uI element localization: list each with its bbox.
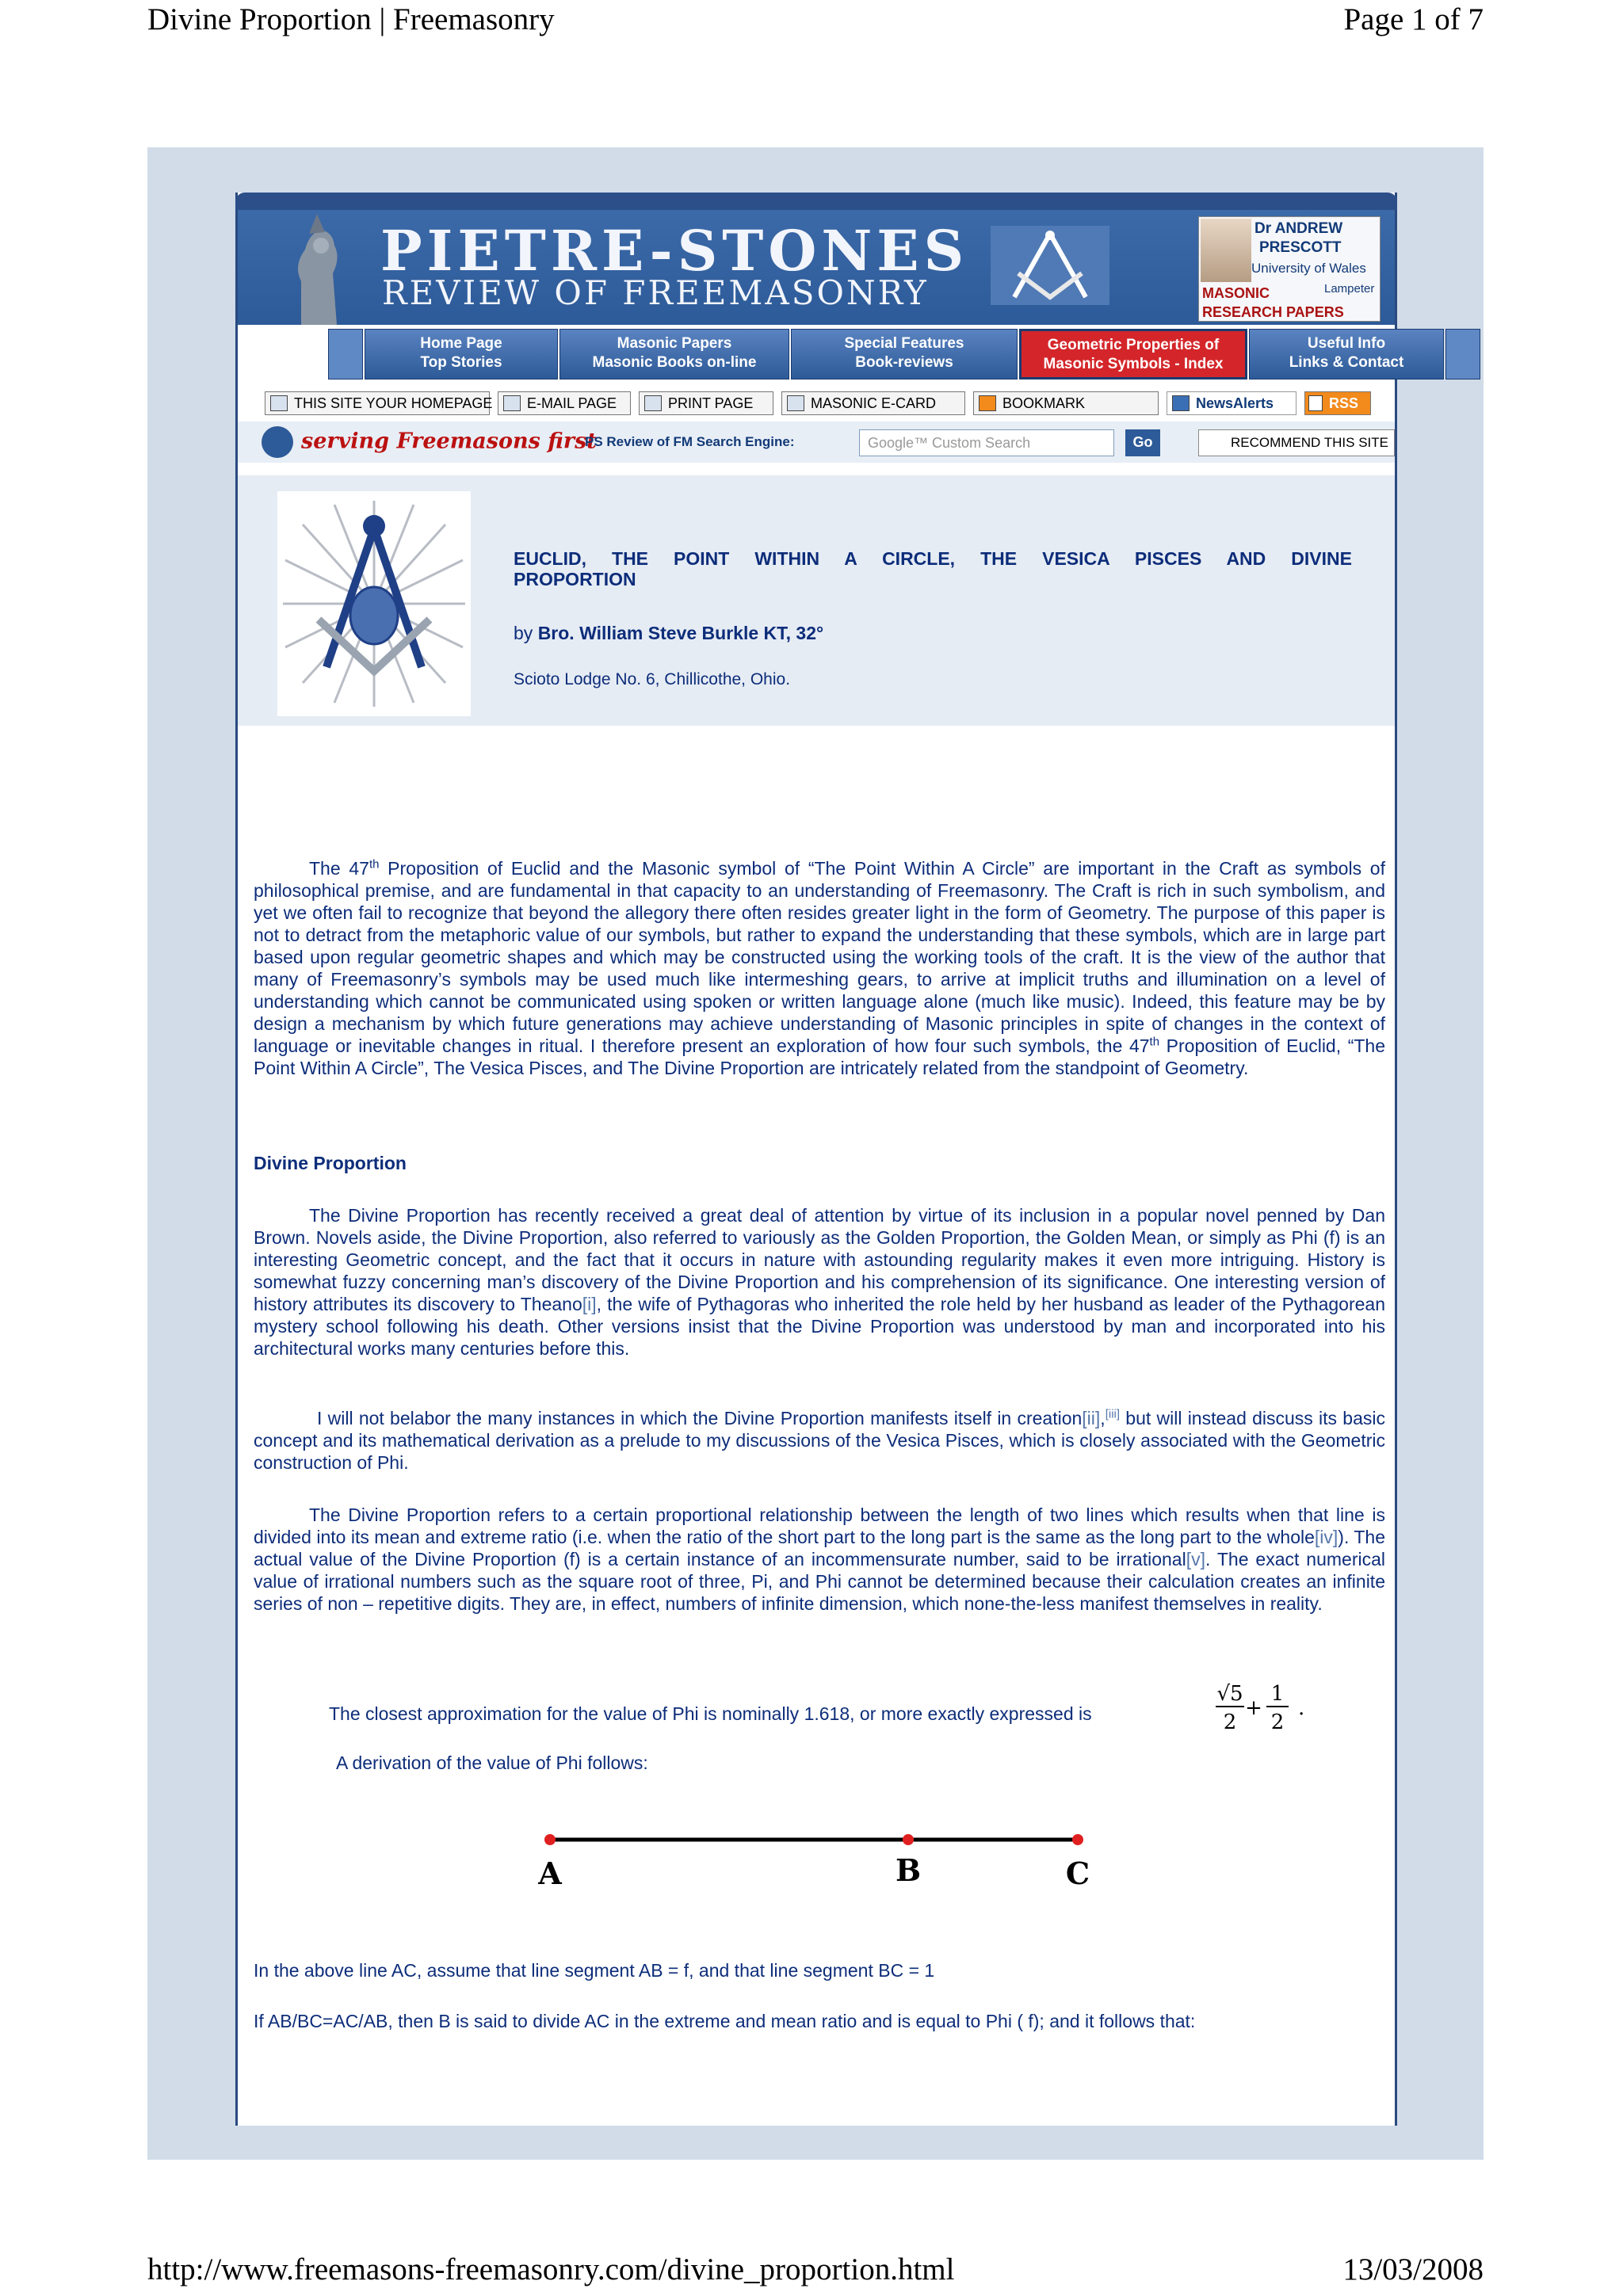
- print-footer: [147, 2252, 1484, 2296]
- prescott-line6: RESEARCH PAPERS: [1202, 304, 1344, 320]
- nav-left-knight-icon: [328, 329, 363, 379]
- article-lodge: Scioto Lodge No. 6, Chillicothe, Ohio.: [514, 670, 791, 688]
- phi-formula: [1212, 1678, 1308, 1733]
- nav-home-line1: Home Page: [420, 335, 502, 352]
- nav-home-line2: Top Stories: [420, 354, 502, 371]
- newsalerts-label: NewsAlerts: [1196, 395, 1274, 411]
- footnote-link-iii[interactable]: [iii]: [1105, 1407, 1121, 1421]
- prescott-line5: MASONIC: [1202, 285, 1270, 301]
- printer-icon: [644, 395, 662, 411]
- homepage-label: THIS SITE YOUR HOMEPAGE: [294, 395, 493, 411]
- nav-info-line2: Links & Contact: [1289, 354, 1404, 371]
- formula-den1: 2: [1223, 1711, 1237, 1733]
- nav-papers-line2: Masonic Books on-line: [592, 354, 757, 371]
- p4-b: ). The actual value of the Divine Proportion (f) is a certain instance of an incommensurate number, said to be irrational: [254, 1527, 1385, 1569]
- prescott-line3: University of Wales: [1251, 261, 1366, 276]
- nav-home[interactable]: [365, 329, 558, 379]
- footnote-link-i[interactable]: [i]: [582, 1294, 597, 1314]
- rss-icon: [1308, 395, 1323, 411]
- formula-plus: +: [1245, 1696, 1262, 1720]
- envelope-icon: [503, 395, 521, 411]
- nav-masonic-papers[interactable]: [559, 329, 789, 379]
- prescott-line2: PRESCOTT: [1259, 239, 1342, 256]
- p3-a: I will not belabor the many instances in which the Divine Proportion manifests itself in creation: [317, 1408, 1083, 1428]
- p2-a: The Divine Proportion has recently received a great deal of attention by virtue of its inclusion in a popular novel penned by Dan Brown. Novels aside, the Divine Proportion, also referred to variously as the Golden Proportion, the Golden Mean, or simply as Phi (f) is an interesting Geometric concept, and the fact that it occurs in nature with astounding regularity makes it even more intriguing. History is somewhat fuzzy concerning man’s discovery of the Divine Proportion and his comprehension of its significance. One interesting version of history attributes its discovery to Theano: [254, 1205, 1385, 1314]
- formula-num2: 1: [1270, 1682, 1285, 1706]
- p1-c: Proposition of Euclid, “The Point Within A Circle”, The Vesica Pisces, and The Divine Proportion are intricately related from the standpoint of Geometry.: [254, 1035, 1385, 1078]
- p3-b: but will instead discuss its basic concept and its mathematical derivation as a prelude to my discussions of the Vesica Pisces, which is closely associated with the Geometric construction of Phi.: [254, 1408, 1385, 1473]
- print-url: http://www.freemasons-freemasonry.com/divine_proportion.html: [147, 2252, 955, 2286]
- paragraph-intro: [254, 857, 1385, 1079]
- nav-geometric-line2: Masonic Symbols - Index: [1043, 356, 1224, 372]
- nav-papers-line1: Masonic Papers: [617, 335, 732, 352]
- page-top-cap: [235, 193, 1397, 210]
- formula-num1: √5: [1216, 1682, 1243, 1706]
- p1-sup1: th: [369, 857, 380, 871]
- p3-comma: ,: [1100, 1408, 1106, 1428]
- print-header: [147, 0, 1484, 48]
- nav-useful-info[interactable]: [1249, 329, 1444, 379]
- news-icon: [1172, 395, 1190, 411]
- plus-icon: [979, 395, 996, 411]
- by-label: by: [514, 623, 538, 643]
- article-title-line1: EUCLID, THE POINT WITHIN A CIRCLE, THE VESICA PISCES AND DIVINE: [514, 548, 1352, 569]
- print-label: PRINT PAGE: [668, 395, 754, 411]
- recommend-site-button[interactable]: RECOMMEND THIS SITE: [1198, 429, 1395, 456]
- site-title: PIETRE-STONES: [380, 218, 969, 284]
- line-ac-text: In the above line AC, assume that line segment AB = f, and that line segment BC = 1: [254, 1960, 935, 1981]
- article-author: [514, 623, 823, 644]
- nav-features-line1: Special Features: [844, 335, 964, 352]
- p2-b: , the wife of Pythagoras who inherited the role held by her husband as leader of the Pythagorean mystery school following his death. Other versions insist that the Divine Proportion was understood by man and incorporated into his architectural works many centuries before this.: [254, 1294, 1386, 1359]
- square-compass-icon: [991, 226, 1109, 305]
- card-icon: [787, 395, 804, 411]
- search-label: PS Review of FM Search Engine:: [585, 434, 795, 449]
- main-nav: [328, 329, 1485, 381]
- nav-info-line1: Useful Info: [1307, 335, 1386, 352]
- formula-den2: 2: [1270, 1711, 1285, 1733]
- rss-label: RSS: [1329, 395, 1359, 411]
- nav-right-knight-icon: [1445, 329, 1480, 379]
- ecard-label: MASONIC E-CARD: [811, 395, 937, 411]
- paragraph-divine-proportion: [254, 1204, 1385, 1360]
- nav-features-line2: Book-reviews: [855, 354, 953, 371]
- newsalerts-button[interactable]: [1167, 391, 1296, 415]
- rss-button[interactable]: [1304, 391, 1371, 415]
- label-a: A: [538, 1855, 562, 1891]
- nav-geometric-properties[interactable]: [1019, 329, 1247, 379]
- prescott-photo: [1201, 219, 1251, 282]
- logo-text: serving Freemasons first: [301, 429, 597, 454]
- site-banner[interactable]: [238, 210, 1395, 325]
- author-name: Bro. William Steve Burkle KT, 32°: [537, 623, 824, 643]
- article-title-block: [238, 475, 1395, 726]
- search-go-button[interactable]: Go: [1125, 429, 1160, 456]
- nav-special-features[interactable]: [791, 329, 1018, 379]
- paragraph-creation: [254, 1407, 1385, 1474]
- derivation-text: A derivation of the value of Phi follows:: [336, 1753, 648, 1773]
- point-b: [903, 1834, 914, 1845]
- line-ac-diagram: [523, 1830, 1109, 1894]
- site-subtitle: REVIEW OF FREEMASONRY: [382, 273, 929, 312]
- formula-dot: .: [1298, 1696, 1305, 1720]
- phi-approximation-text: The closest approximation for the value of Phi is nominally 1.618, or more exactly expressed is: [329, 1703, 1092, 1724]
- nav-geometric-line1: Geometric Properties of: [1047, 337, 1220, 353]
- email-page-button[interactable]: [498, 391, 631, 415]
- prescott-line4: Lampeter: [1324, 282, 1375, 296]
- homepage-button[interactable]: [265, 391, 493, 415]
- print-title: Divine Proportion | Freemasonry: [147, 2, 555, 36]
- print-page-number: Page 1 of 7: [1343, 2, 1484, 36]
- house-icon: [270, 395, 288, 411]
- print-page-button[interactable]: [639, 391, 773, 415]
- p4-c: . The exact numerical value of irrational numbers such as the square root of three, Pi, and Phi cannot be determined because their calculation creates an infinite series of non – repetitive digits. They are, in effect, numbers of infinite dimension, which none-the-less manifest themselves in reality.: [254, 1549, 1385, 1614]
- bookmark-label: BOOKMARK: [1002, 395, 1086, 411]
- line-ratio-text: If AB/BC=AC/AB, then B is said to divide AC in the extreme and mean ratio and is equal to Phi ( f); and it follows that:: [254, 2011, 1196, 2031]
- label-b: B: [895, 1852, 922, 1888]
- p1-a: The 47: [309, 858, 369, 879]
- p1-sup2: th: [1149, 1035, 1160, 1049]
- prescott-line1: Dr ANDREW: [1254, 220, 1343, 237]
- paragraph-mean-extreme: [254, 1504, 1385, 1615]
- article-title-line2: PROPORTION: [514, 569, 636, 589]
- print-date: 13/03/2008: [1342, 2252, 1484, 2286]
- label-c: C: [1065, 1855, 1090, 1891]
- p4-a: The Divine Proportion refers to a certain proportional relationship between the length of two lines which results when that line is divided into its mean and extreme ratio (i.e. when the ratio of the short part to the long part is the same as the long part to the whole: [254, 1505, 1385, 1547]
- search-input[interactable]: Google™ Custom Search: [859, 429, 1114, 456]
- g-compass-icon: [262, 426, 293, 458]
- footnote-link-iv[interactable]: [iv]: [1314, 1527, 1338, 1547]
- point-c: [1072, 1834, 1083, 1845]
- bookmark-button[interactable]: [973, 391, 1159, 415]
- email-label: E-MAIL PAGE: [527, 395, 617, 411]
- section-heading: Divine Proportion: [254, 1153, 407, 1173]
- serving-freemasons-logo: [262, 426, 597, 458]
- point-a: [544, 1834, 556, 1845]
- prescott-papers-link[interactable]: [1198, 216, 1381, 322]
- footnote-link-ii[interactable]: [ii]: [1082, 1408, 1101, 1428]
- p1-b: Proposition of Euclid and the Masonic symbol of “The Point Within A Circle” are important in the Craft as symbols of philosophical premise, and are fundamental in that capacity to an understanding of Freemasonry. The Craft is rich in such symbolism, and yet we often fail to recognize that beyond the allegory there often resides greater light in the form of Geometry. The purpose of this paper is not to detract from the metaphoric value of our symbols, but rather to expand the understanding that these symbols, which are in large part based upon regular geometric shapes and which may be constructed using the working tools of the craft. It is the view of the author that many of Freemasonry’s symbols may be used much like intermeshing gears, to arrive at implicit truths and illumination on a level of understanding which cannot be communicated using spoken or written language alone (much like music). Indeed, this feature may be by design a mechanism by which future generations may achieve understanding of Masonic principles in spite of changes in the context of language or inevitable changes in ritual. I therefore present an exploration of how four such symbols, the 47: [254, 858, 1385, 1056]
- knight-statue-icon: [277, 210, 357, 325]
- ecard-button[interactable]: [781, 391, 965, 415]
- footnote-link-v[interactable]: [v]: [1186, 1549, 1205, 1569]
- search-strip: [238, 421, 1395, 463]
- masonic-star-emblem-icon: [277, 491, 471, 716]
